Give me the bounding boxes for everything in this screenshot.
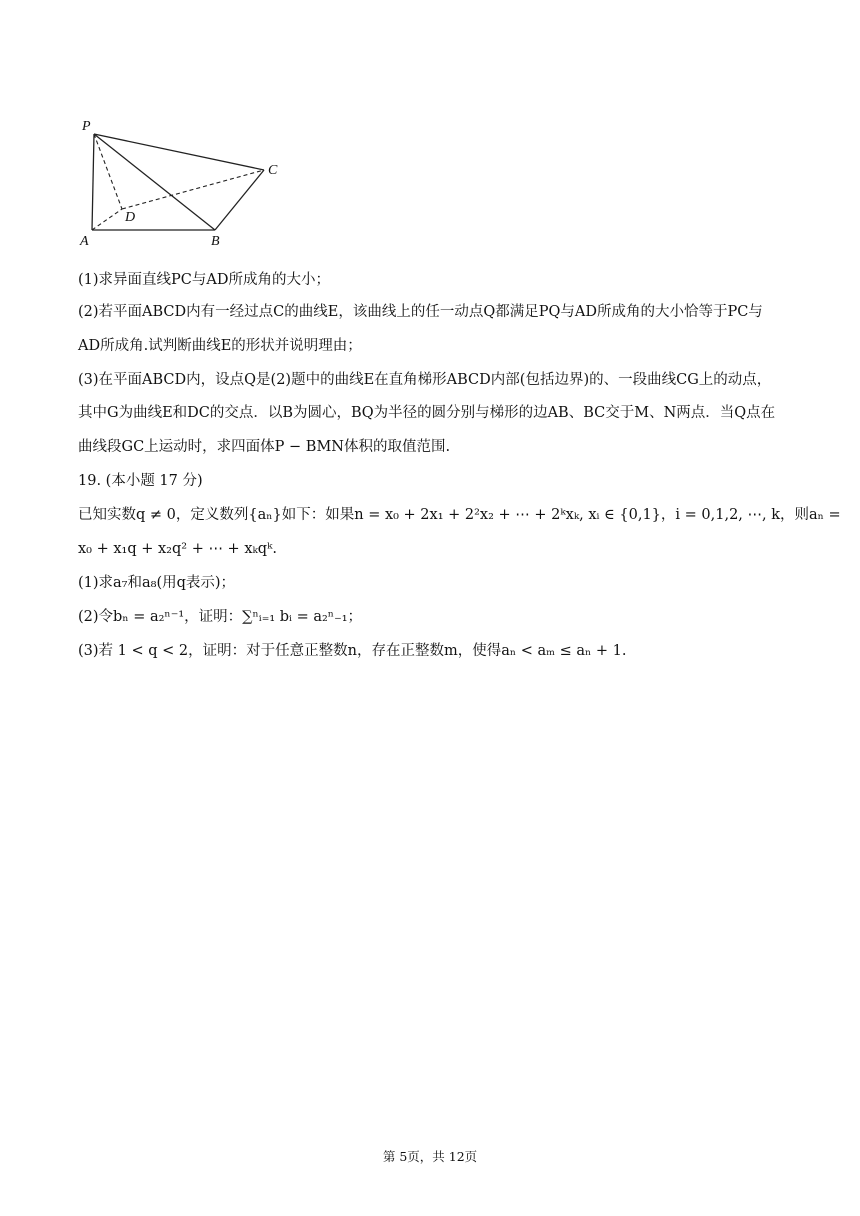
pyramid-diagram bbox=[70, 108, 300, 250]
p18-question-2-line-2: AD所成角.试判断曲线E的形状并说明理由； bbox=[78, 338, 362, 354]
edge-AD bbox=[92, 209, 122, 230]
p19-header: 19. (本小题 17 分) bbox=[78, 473, 203, 489]
p18-question-3-line-2: 其中G为曲线E和DC的交点．以B为圆心，BQ为半径的圆分别与梯形的边AB、BC交于M、N两点．当Q点在 bbox=[78, 405, 776, 421]
pyramid-figure bbox=[70, 108, 300, 250]
p19-question-1: (1)求a₇和a₈(用q表示)； bbox=[78, 575, 236, 591]
p19-question-3: (3)若 1 < q < 2，证明：对于任意正整数n，存在正整数m，使得aₙ < aₘ ≤ aₙ + 1. bbox=[78, 643, 627, 659]
p19-intro-line-1: 已知实数q ≠ 0，定义数列{aₙ}如下：如果n = x₀ + 2x₁ + 2²x₂ + ⋯ + 2ᵏxₖ, xᵢ ∈ {0,1}，i = 0,1,2, ⋯, k，则aₙ = bbox=[78, 507, 841, 523]
p18-question-1: (1)求异面直线PC与AD所成角的大小； bbox=[78, 272, 330, 288]
p19-intro-line-2: x₀ + x₁q + x₂q² + ⋯ + xₖqᵏ. bbox=[78, 541, 277, 557]
edge-BC bbox=[215, 170, 264, 230]
edge-DC bbox=[122, 170, 264, 209]
label-B: B bbox=[211, 234, 220, 249]
edge-PC bbox=[94, 134, 264, 170]
page-number: 第 5页，共 12页 bbox=[382, 1149, 478, 1164]
p19-question-2: (2)令bₙ = a₂ⁿ⁻¹，证明：∑ⁿᵢ₌₁ bᵢ = a₂ⁿ₋₁； bbox=[78, 609, 363, 625]
p18-question-3-line-1: (3)在平面ABCD内，设点Q是(2)题中的曲线E在直角梯形ABCD内部(包括边界)的、一段曲线CG上的动点， bbox=[78, 372, 772, 388]
label-P: P bbox=[82, 119, 91, 134]
p18-question-2-line-1: (2)若平面ABCD内有一经过点C的曲线E，该曲线上的任一动点Q都满足PQ与AD所成角的大小恰等于PC与 bbox=[78, 304, 763, 320]
label-D: D bbox=[125, 210, 136, 225]
p18-question-3-line-3: 曲线段GC上运动时，求四面体P − BMN体积的取值范围. bbox=[78, 439, 451, 455]
label-A: A bbox=[80, 234, 89, 249]
label-C: C bbox=[268, 163, 278, 178]
edge-PA bbox=[92, 134, 94, 230]
